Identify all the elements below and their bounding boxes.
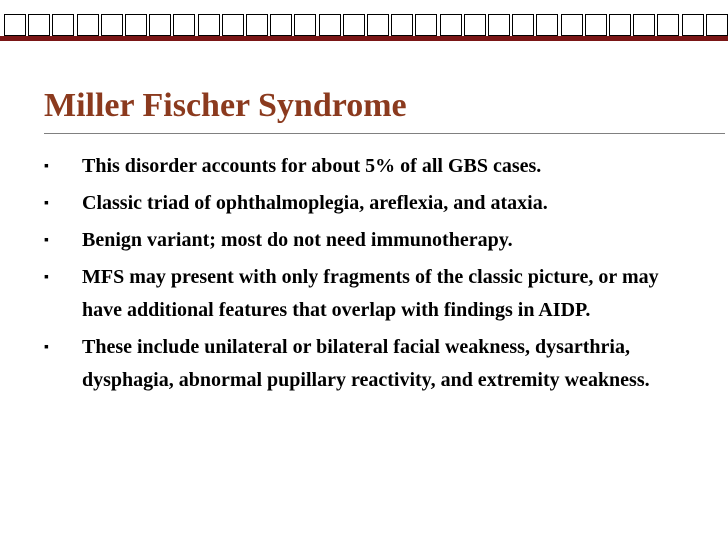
- decor-square: [101, 14, 123, 36]
- top-squares-band: [0, 14, 728, 36]
- decor-square: [536, 14, 558, 36]
- decor-square: [343, 14, 365, 36]
- decor-square: [464, 14, 486, 36]
- decor-square: [149, 14, 171, 36]
- decor-square: [609, 14, 631, 36]
- decor-square: [561, 14, 583, 36]
- bullet-item: [40, 331, 680, 397]
- bullet-text: Benign variant; most do not need immunotherapy.: [82, 229, 513, 251]
- bullet-item: [40, 150, 680, 183]
- decor-square: [125, 14, 147, 36]
- decor-square: [367, 14, 389, 36]
- decor-square: [488, 14, 510, 36]
- decor-square: [633, 14, 655, 36]
- bullet-marker-icon: ▪: [44, 270, 49, 285]
- bullet-list: [40, 150, 680, 401]
- decor-square: [585, 14, 607, 36]
- decor-square: [391, 14, 413, 36]
- decor-square: [77, 14, 99, 36]
- slide-title: Miller Fischer Syndrome: [44, 87, 407, 124]
- bullet-text: Classic triad of ophthalmoplegia, areflexia, and ataxia.: [82, 192, 548, 214]
- title-divider: [44, 133, 725, 134]
- decor-square: [415, 14, 437, 36]
- decor-square: [222, 14, 244, 36]
- decor-square: [270, 14, 292, 36]
- decor-square: [173, 14, 195, 36]
- bullet-text: This disorder accounts for about 5% of all GBS cases.: [82, 155, 542, 177]
- decor-square: [246, 14, 268, 36]
- decor-square: [657, 14, 679, 36]
- decor-square: [198, 14, 220, 36]
- decor-square: [52, 14, 74, 36]
- bullet-marker-icon: ▪: [44, 159, 49, 174]
- decor-square: [682, 14, 704, 36]
- accent-strip: [0, 36, 728, 41]
- decor-square: [28, 14, 50, 36]
- bullet-item: [40, 224, 680, 257]
- bullet-item: [40, 187, 680, 220]
- decor-square: [706, 14, 728, 36]
- bullet-text: These include unilateral or bilateral facial weakness, dysarthria, dysphagia, abnormal pupillary reactivity, and extremity weakness.: [82, 336, 650, 391]
- decor-square: [440, 14, 462, 36]
- bullet-item: [40, 261, 680, 327]
- bullet-text: MFS may present with only fragments of the classic picture, or may have additional features that overlap with findings in AIDP.: [82, 266, 659, 321]
- decor-square: [4, 14, 26, 36]
- bullet-marker-icon: ▪: [44, 340, 49, 355]
- bullet-marker-icon: ▪: [44, 196, 49, 211]
- decor-square: [512, 14, 534, 36]
- bullet-marker-icon: ▪: [44, 233, 49, 248]
- decor-square: [319, 14, 341, 36]
- decor-square: [294, 14, 316, 36]
